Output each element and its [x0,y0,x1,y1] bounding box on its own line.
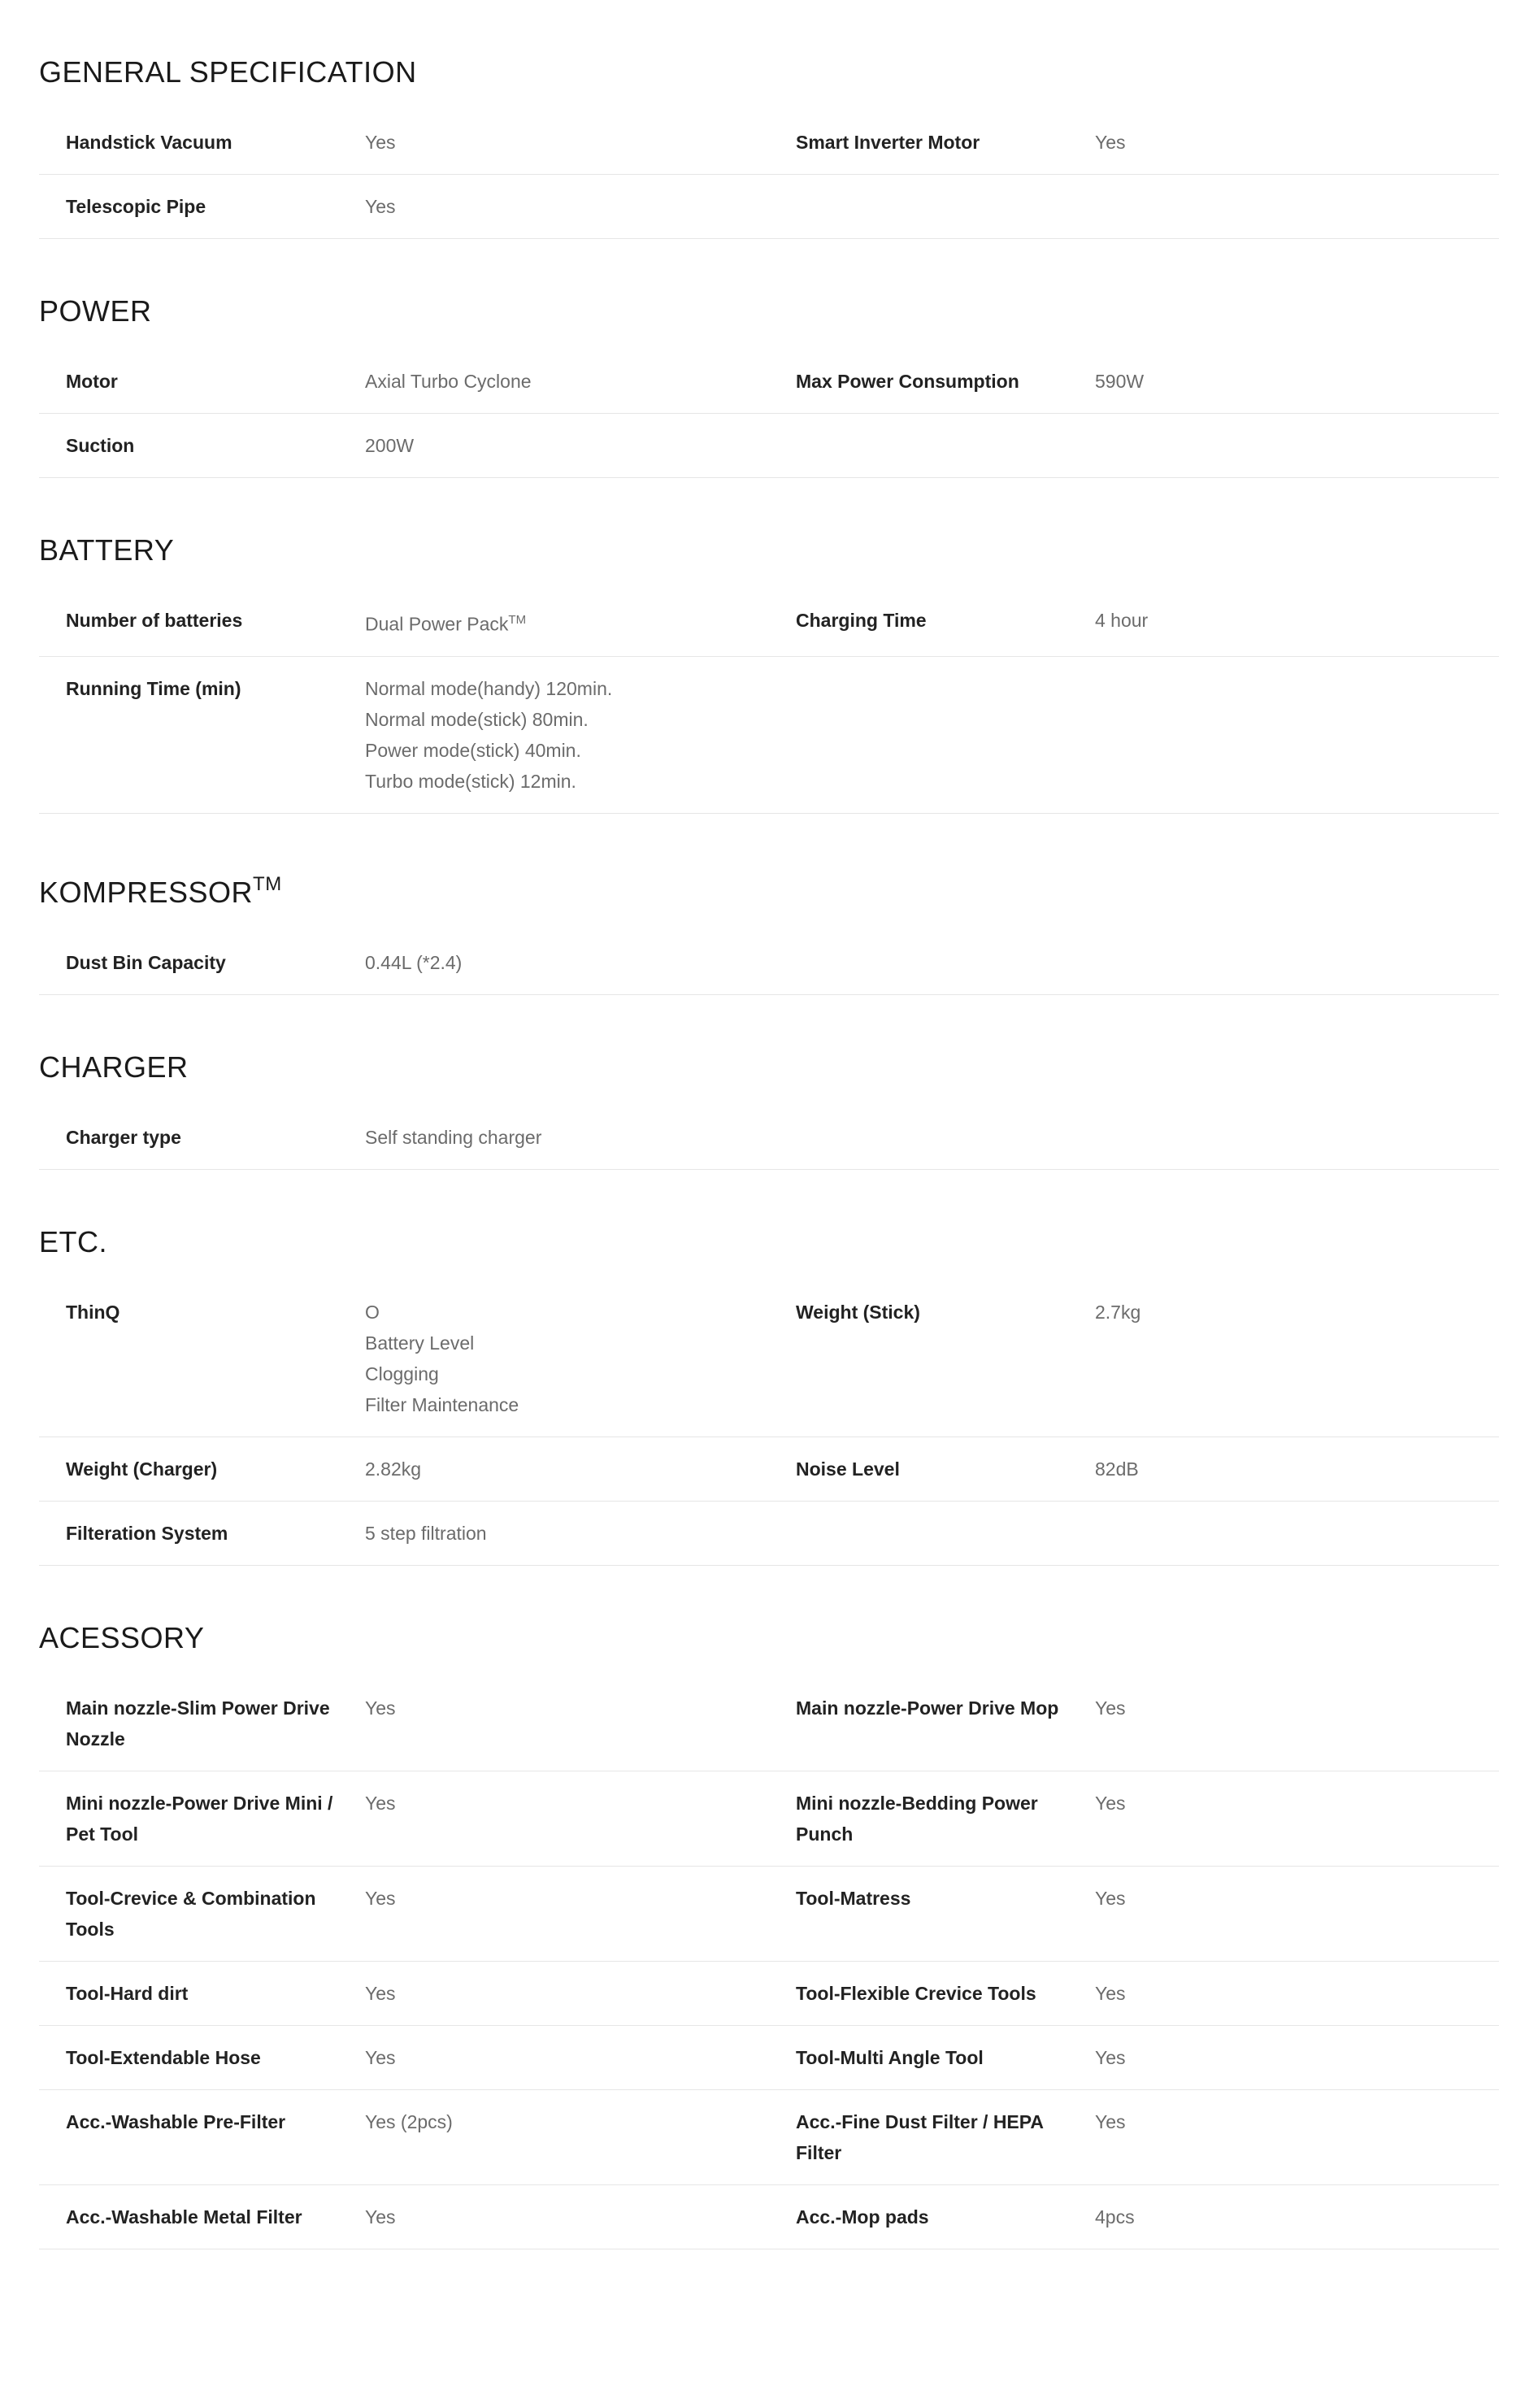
spec-label: Handstick Vacuum [66,132,232,153]
spec-row [39,414,1499,478]
spec-value: 2.7kg [1095,1301,1141,1323]
spec-cell [39,366,769,397]
spec-row [39,931,1499,995]
spec-row [39,1771,1499,1867]
spec-cell [39,605,769,640]
spec-value: 4 hour [1095,610,1149,631]
spec-cell [39,1454,769,1484]
spec-cell [39,2202,769,2232]
section-general [39,0,1499,239]
section-title: CHARGER [39,1050,189,1084]
spec-label: ThinQ [66,1301,120,1323]
spec-value: Yes [1095,1792,1126,1814]
spec-value: 590W [1095,371,1145,392]
spec-cell [769,1978,1499,2009]
spec-value: 0.44L (*2.4) [365,951,463,973]
spec-cell [39,947,769,978]
spec-row [39,2026,1499,2090]
section-accessory [39,1566,1499,2249]
spec-value: Yes [1095,2046,1126,2068]
spec-value-text: Dual Power Pack [365,613,509,635]
spec-cell [39,127,769,158]
spec-value: O Battery Level Clogging Filter Maintenance [365,1301,519,1415]
spec-row [39,1867,1499,1962]
spec-row [39,1676,1499,1771]
section-power [39,239,1499,478]
section-title: GENERAL SPECIFICATION [39,55,417,89]
spec-value: 200W [365,435,415,456]
spec-value: Yes [1095,1887,1126,1909]
spec-cell [769,2042,1499,2073]
spec-label: Main nozzle-Power Drive Mop [796,1697,1059,1719]
spec-label: Weight (Stick) [796,1301,920,1323]
spec-value: Yes [365,196,396,217]
spec-row [39,657,1499,814]
spec-value: Yes [1095,1697,1126,1719]
trademark-mark: TM [253,872,282,895]
spec-value: Yes [365,1887,396,1909]
spec-cell [39,1297,769,1420]
spec-cell [769,127,1499,158]
spec-label: Charger type [66,1126,181,1148]
spec-label: Filteration System [66,1522,228,1544]
spec-label: Tool-Extendable Hose [66,2046,261,2068]
spec-cell [769,2202,1499,2232]
spec-cell [769,1788,1499,1849]
spec-row [39,1280,1499,1437]
spec-cell [39,2042,769,2073]
spec-value: Yes [365,2206,396,2228]
spec-label: Acc.-Washable Metal Filter [66,2206,302,2228]
spec-value: Yes [365,132,396,153]
spec-value: Normal mode(handy) 120min. Normal mode(stick) 80min. Power mode(stick) 40min. Turbo mode(stick) 12min. [365,677,613,792]
spec-row [39,350,1499,414]
section-charger [39,995,1499,1170]
section-title: ETC. [39,1224,108,1258]
spec-cell [39,1978,769,2009]
spec-row [39,2090,1499,2185]
spec-row [39,1106,1499,1170]
spec-value: Yes [1095,132,1126,153]
section-title: POWER [39,294,152,328]
spec-label: Acc.-Mop pads [796,2206,929,2228]
section-title: BATTERY [39,533,175,567]
trademark-mark: TM [508,613,527,627]
spec-cell [39,1122,769,1153]
spec-value: 5 step filtration [365,1522,487,1544]
spec-cell [769,673,1499,797]
spec-label: Acc.-Fine Dust Filter / HEPA Filter [796,2110,1044,2163]
section-title [39,814,1499,931]
spec-row [39,589,1499,657]
spec-label: Suction [66,435,135,456]
spec-value: Yes [1095,2110,1126,2132]
spec-label: Weight (Charger) [66,1458,218,1480]
spec-label: Tool-Multi Angle Tool [796,2046,984,2068]
spec-row [39,175,1499,239]
spec-label: Smart Inverter Motor [796,132,980,153]
spec-cell [769,1883,1499,1945]
spec-label: Max Power Consumption [796,371,1019,392]
spec-value: Yes [1095,1982,1126,2004]
section-title: ACESSORY [39,1620,205,1654]
spec-cell [769,191,1499,222]
spec-value [365,605,769,640]
spec-cell [769,1518,1499,1549]
spec-row [39,1437,1499,1502]
spec-row [39,2185,1499,2249]
spec-row [39,1502,1499,1566]
spec-label: Mini nozzle-Bedding Power Punch [796,1792,1038,1845]
spec-value: Yes [365,2046,396,2068]
spec-label: Noise Level [796,1458,900,1480]
section-kompressor [39,814,1499,995]
spec-label: Tool-Flexible Crevice Tools [796,1982,1036,2004]
spec-value: Yes (2pcs) [365,2110,453,2132]
section-etc [39,1170,1499,1566]
spec-cell [769,2106,1499,2168]
spec-cell [769,1122,1499,1153]
spec-value: Yes [365,1982,396,2004]
section-title-text: KOMPRESSOR [39,875,254,909]
spec-label: Tool-Crevice & Combination Tools [66,1887,316,1940]
spec-label: Acc.-Washable Pre-Filter [66,2110,286,2132]
spec-cell [769,605,1499,640]
spec-cell [769,1454,1499,1484]
spec-label: Dust Bin Capacity [66,951,226,973]
spec-value: 2.82kg [365,1458,422,1480]
section-battery [39,478,1499,814]
spec-value: Axial Turbo Cyclone [365,371,532,392]
spec-cell [39,191,769,222]
spec-label: Running Time (min) [66,677,241,699]
spec-row [39,1962,1499,2026]
spec-cell [39,1883,769,1945]
spec-value: Self standing charger [365,1126,542,1148]
spec-label: Main nozzle-Slim Power Drive Nozzle [66,1697,330,1749]
spec-cell [39,1788,769,1849]
spec-label: Mini nozzle-Power Drive Mini / Pet Tool [66,1792,333,1845]
spec-value: 82dB [1095,1458,1139,1480]
spec-cell [39,1518,769,1549]
spec-value: 4pcs [1095,2206,1135,2228]
spec-value: Yes [365,1697,396,1719]
spec-cell [769,1297,1499,1420]
spec-cell [769,366,1499,397]
spec-cell [769,947,1499,978]
spec-cell [39,430,769,461]
spec-label: Telescopic Pipe [66,196,206,217]
spec-cell [769,430,1499,461]
spec-label: Charging Time [796,610,927,631]
spec-value: Yes [365,1792,396,1814]
spec-label: Number of batteries [66,610,243,631]
spec-cell [39,2106,769,2168]
spec-label: Tool-Hard dirt [66,1982,189,2004]
spec-cell [39,1693,769,1754]
spec-cell [769,1693,1499,1754]
spec-label: Motor [66,371,118,392]
spec-cell [39,673,769,797]
spec-label: Tool-Matress [796,1887,911,1909]
spec-row [39,111,1499,175]
